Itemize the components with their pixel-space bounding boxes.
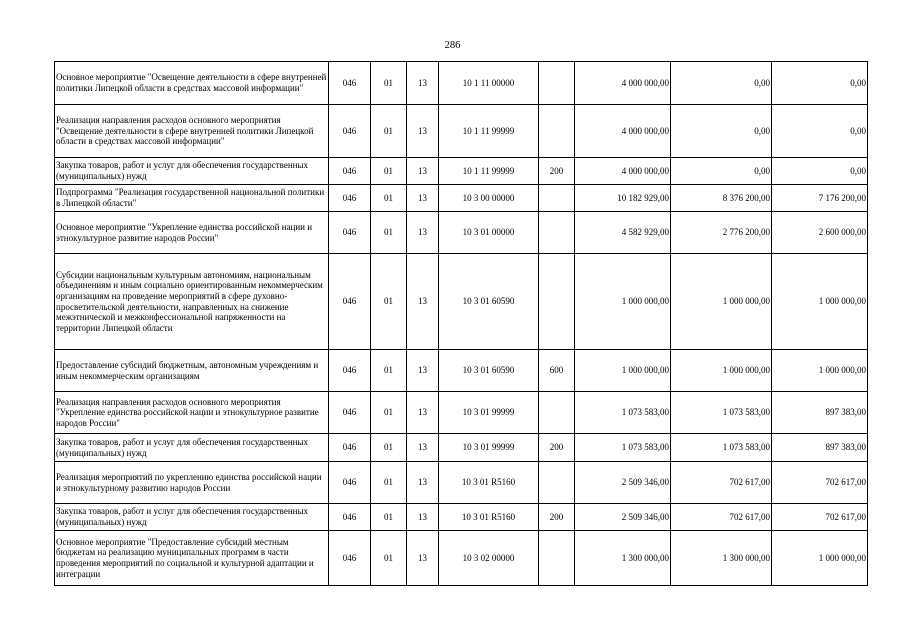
row-sum3: 897 383,00 [772, 392, 868, 434]
table-row [55, 158, 868, 185]
table-row [55, 462, 868, 504]
row-sum1: 1 000 000,00 [575, 254, 671, 350]
row-sum1: 1 073 583,00 [575, 434, 671, 462]
row-subsection: 13 [407, 62, 439, 105]
row-sum2: 8 376 200,00 [671, 185, 772, 212]
row-sum2: 0,00 [671, 62, 772, 105]
row-subsection: 13 [407, 212, 439, 254]
table-row [55, 185, 868, 212]
table-row [55, 62, 868, 105]
row-sum3: 897 383,00 [772, 434, 868, 462]
row-ministry: 046 [329, 105, 371, 158]
row-sum3: 0,00 [772, 62, 868, 105]
row-sum1: 4 582 929,00 [575, 212, 671, 254]
row-subsection: 13 [407, 185, 439, 212]
row-target: 10 3 01 60590 [439, 254, 539, 350]
row-subsection: 13 [407, 462, 439, 504]
row-section: 01 [371, 212, 407, 254]
row-name: Субсидии национальным культурным автономиям, национальным объединениям и иным социально ориентированным некоммерческим организациям на проведение мероприятий в сфере духовно-просветительской деятельности, направленных на снижение межэтнической и межконфессиональной напряженности на территории Липецкой области [55, 254, 329, 350]
row-sum1: 10 182 929,00 [575, 185, 671, 212]
row-vr [539, 212, 575, 254]
row-section: 01 [371, 185, 407, 212]
row-target: 10 1 11 00000 [439, 62, 539, 105]
row-name: Основное мероприятие "Освещение деятельности в сфере внутренней политики Липецкой области в средствах массовой информации" [55, 62, 329, 105]
row-section: 01 [371, 105, 407, 158]
row-name: Основное мероприятие "Предоставление субсидий местным бюджетам на реализацию муниципальных программ в части проведения мероприятий по социальной и культурной адаптации и интеграции [55, 531, 329, 586]
row-vr: 200 [539, 504, 575, 531]
row-subsection: 13 [407, 158, 439, 185]
row-vr [539, 185, 575, 212]
row-sum1: 4 000 000,00 [575, 158, 671, 185]
row-ministry: 046 [329, 504, 371, 531]
row-name: Предоставление субсидий бюджетным, автономным учреждениям и иным некоммерческим организациям [55, 350, 329, 392]
row-ministry: 046 [329, 62, 371, 105]
row-target: 10 3 01 00000 [439, 212, 539, 254]
row-ministry: 046 [329, 531, 371, 586]
row-subsection: 13 [407, 434, 439, 462]
row-sum2: 1 000 000,00 [671, 350, 772, 392]
table-row [55, 350, 868, 392]
table-row [55, 105, 868, 158]
row-ministry: 046 [329, 350, 371, 392]
row-ministry: 046 [329, 185, 371, 212]
row-subsection: 13 [407, 350, 439, 392]
row-sum2: 0,00 [671, 158, 772, 185]
row-sum3: 2 600 000,00 [772, 212, 868, 254]
row-section: 01 [371, 62, 407, 105]
row-subsection: 13 [407, 392, 439, 434]
row-sum1: 1 300 000,00 [575, 531, 671, 586]
row-vr: 200 [539, 434, 575, 462]
row-name: Реализация направления расходов основного мероприятия "Освещение деятельности в сфере внутренней политики Липецкой области в средствах массовой информации" [55, 105, 329, 158]
row-sum3: 1 000 000,00 [772, 254, 868, 350]
row-target: 10 3 01 R5160 [439, 504, 539, 531]
row-sum2: 1 073 583,00 [671, 434, 772, 462]
row-sum2: 1 000 000,00 [671, 254, 772, 350]
row-sum2: 2 776 200,00 [671, 212, 772, 254]
row-name: Реализация направления расходов основного мероприятия "Укрепление единства российской нации и этнокультурное развитие народов России" [55, 392, 329, 434]
row-section: 01 [371, 158, 407, 185]
row-target: 10 3 01 99999 [439, 392, 539, 434]
row-ministry: 046 [329, 434, 371, 462]
row-vr: 200 [539, 158, 575, 185]
row-vr [539, 62, 575, 105]
table-row [55, 531, 868, 586]
row-sum3: 1 000 000,00 [772, 531, 868, 586]
row-sum1: 2 509 346,00 [575, 504, 671, 531]
row-section: 01 [371, 434, 407, 462]
row-section: 01 [371, 462, 407, 504]
row-section: 01 [371, 392, 407, 434]
row-ministry: 046 [329, 158, 371, 185]
row-sum2: 702 617,00 [671, 462, 772, 504]
row-vr [539, 254, 575, 350]
row-vr [539, 462, 575, 504]
row-sum3: 7 176 200,00 [772, 185, 868, 212]
row-name: Подпрограмма "Реализация государственной национальной политики в Липецкой области" [55, 185, 329, 212]
row-subsection: 13 [407, 254, 439, 350]
row-vr [539, 392, 575, 434]
row-ministry: 046 [329, 212, 371, 254]
row-vr [539, 105, 575, 158]
row-ministry: 046 [329, 254, 371, 350]
row-subsection: 13 [407, 105, 439, 158]
table-row [55, 434, 868, 462]
row-name: Закупка товаров, работ и услуг для обеспечения государственных (муниципальных) нужд [55, 504, 329, 531]
row-name: Закупка товаров, работ и услуг для обеспечения государственных (муниципальных) нужд [55, 434, 329, 462]
row-section: 01 [371, 531, 407, 586]
row-subsection: 13 [407, 531, 439, 586]
row-target: 10 1 11 99999 [439, 158, 539, 185]
row-target: 10 3 01 60590 [439, 350, 539, 392]
row-sum3: 1 000 000,00 [772, 350, 868, 392]
row-target: 10 1 11 99999 [439, 105, 539, 158]
row-target: 10 3 01 R5160 [439, 462, 539, 504]
row-sum1: 1 073 583,00 [575, 392, 671, 434]
row-sum2: 1 073 583,00 [671, 392, 772, 434]
table-row [55, 504, 868, 531]
row-sum2: 0,00 [671, 105, 772, 158]
page-number: 286 [444, 40, 461, 51]
row-name: Закупка товаров, работ и услуг для обеспечения государственных (муниципальных) нужд [55, 158, 329, 185]
row-ministry: 046 [329, 462, 371, 504]
budget-table [54, 61, 868, 586]
row-sum3: 702 617,00 [772, 504, 868, 531]
row-section: 01 [371, 350, 407, 392]
row-sum2: 702 617,00 [671, 504, 772, 531]
row-subsection: 13 [407, 504, 439, 531]
budget-table-body [55, 62, 868, 586]
row-name: Основное мероприятие "Укрепление единства российской нации и этнокультурное развитие народов России" [55, 212, 329, 254]
row-ministry: 046 [329, 392, 371, 434]
row-sum3: 0,00 [772, 158, 868, 185]
table-row [55, 392, 868, 434]
row-sum1: 2 509 346,00 [575, 462, 671, 504]
row-target: 10 3 00 00000 [439, 185, 539, 212]
table-row [55, 212, 868, 254]
row-sum1: 4 000 000,00 [575, 62, 671, 105]
row-sum3: 702 617,00 [772, 462, 868, 504]
row-target: 10 3 02 00000 [439, 531, 539, 586]
row-target: 10 3 01 99999 [439, 434, 539, 462]
row-vr: 600 [539, 350, 575, 392]
row-sum1: 1 000 000,00 [575, 350, 671, 392]
row-section: 01 [371, 254, 407, 350]
row-section: 01 [371, 504, 407, 531]
row-sum1: 4 000 000,00 [575, 105, 671, 158]
row-vr [539, 531, 575, 586]
row-sum2: 1 300 000,00 [671, 531, 772, 586]
row-sum3: 0,00 [772, 105, 868, 158]
row-name: Реализация мероприятий по укреплению единства российской нации и этнокультурному развитию народов России [55, 462, 329, 504]
table-row [55, 254, 868, 350]
